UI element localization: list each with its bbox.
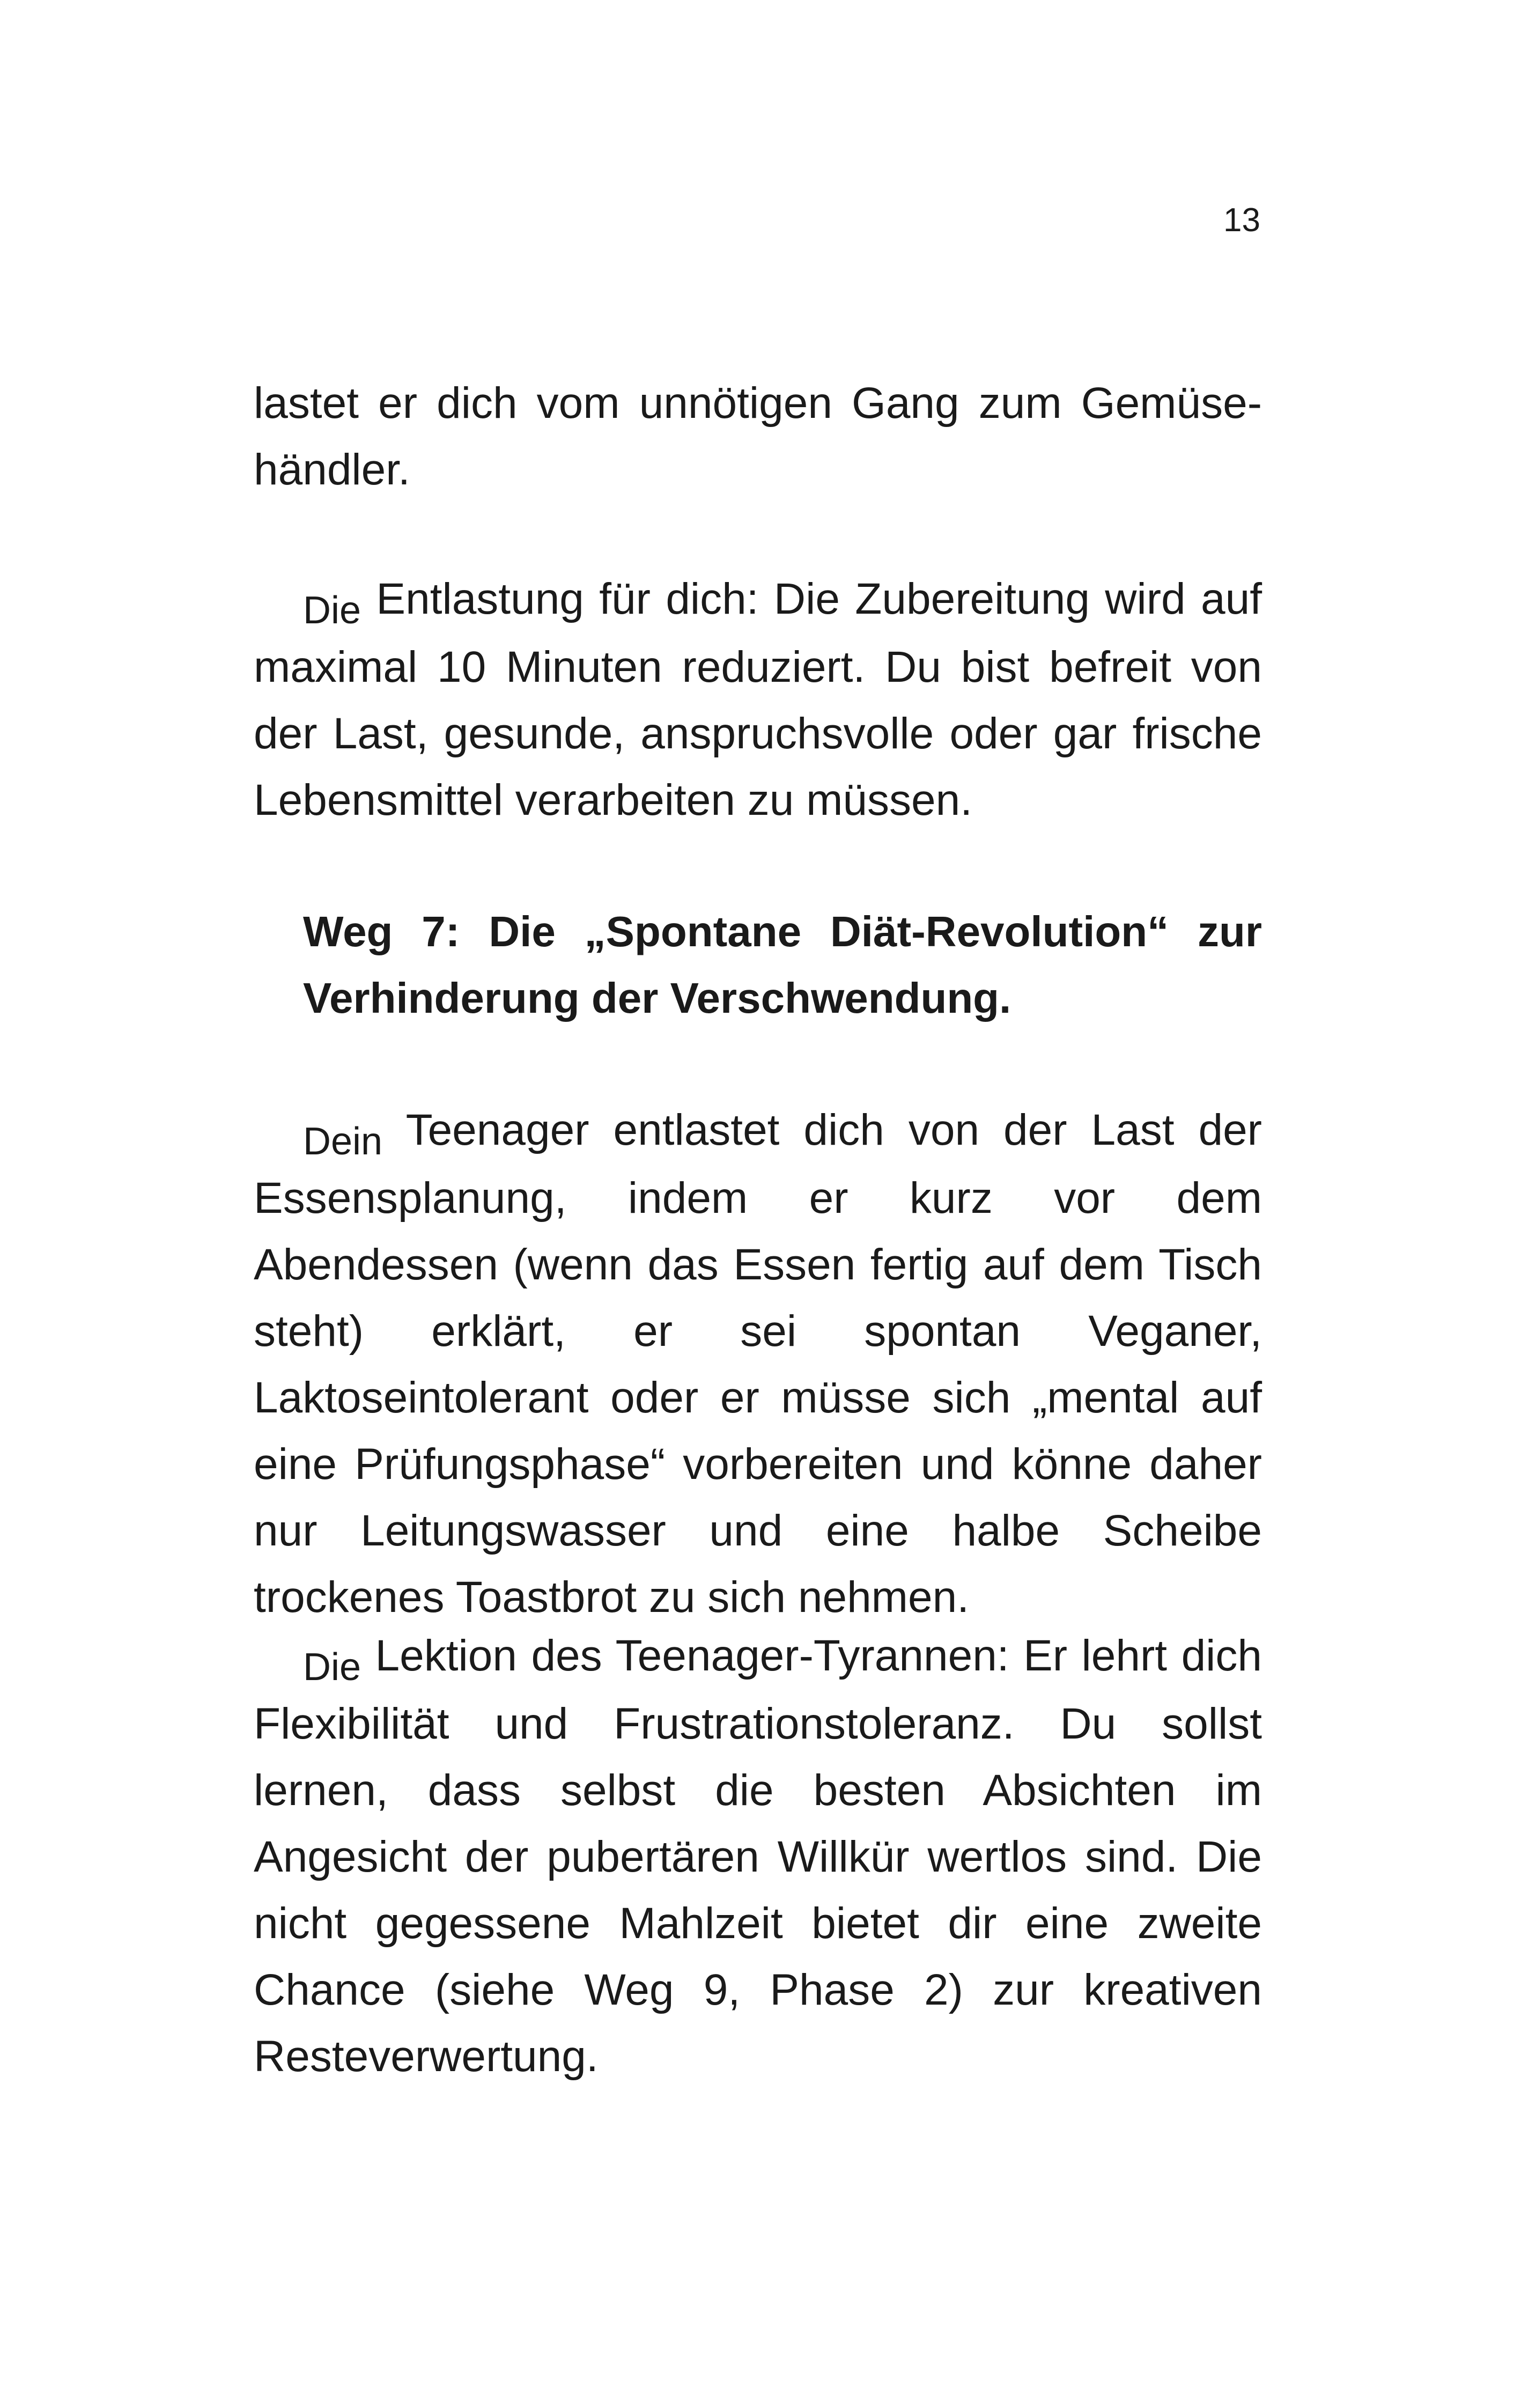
paragraph-text [254,1097,1262,1631]
paragraph-body: Teenager entlastet dich von der Last der Essensplanung, indem er kurz vor dem Abendessen (wenn das Essen fertig auf dem Tisch steht) erklärt, er sei spontan Veganer, Laktoseintolerant oder er müsse sich „mental auf eine Prüfungsphase“ vorbereiten und könne daher nur Leitungswasser und eine halbe Scheibe trockenes Toastbrot zu sich nehmen. [254,1106,1262,1622]
paragraph-text [254,1623,1262,2090]
paragraph-body: Entlastung für dich: Die Zubereitung wird auf maximal 10 Minuten reduziert. Du bist befreit von der Last, gesunde, anspruchsvolle oder gar frische Lebensmittel verarbeiten zu müssen. [254,575,1262,824]
page-number: 13 [1223,202,1260,239]
paragraph-lead-word: Die [303,589,361,632]
paragraph-entlastung [254,566,1262,834]
paragraph-text: lastet er dich vom unnötigen Gang zum Gemüsehändler. [254,379,1262,494]
paragraph-lead-word: Dein [303,1120,383,1163]
paragraph-lead-word: Die [303,1646,361,1689]
heading-text: Weg 7: Die „Spontane Diät-Revolution“ zur Verhinderung der Verschwendung. [303,908,1262,1022]
paragraph-text [254,566,1262,834]
paragraph-teenager [254,1097,1262,1631]
section-heading [254,899,1262,1032]
paragraph-lektion [254,1623,1262,2090]
paragraph-continuation [254,370,1262,503]
paragraph-body: Lektion des Teenager-Tyrannen: Er lehrt dich Flexibilität und Frustrationstoleranz. Du sollst lernen, dass selbst die besten Absichten im Angesicht der pubertären Willkür wertlos sind. Die nicht gegessene Mahlzeit bietet dir eine zweite Chance (siehe Weg 9, Phase 2) zur kreativen Resteverwertung. [254,1631,1262,2081]
